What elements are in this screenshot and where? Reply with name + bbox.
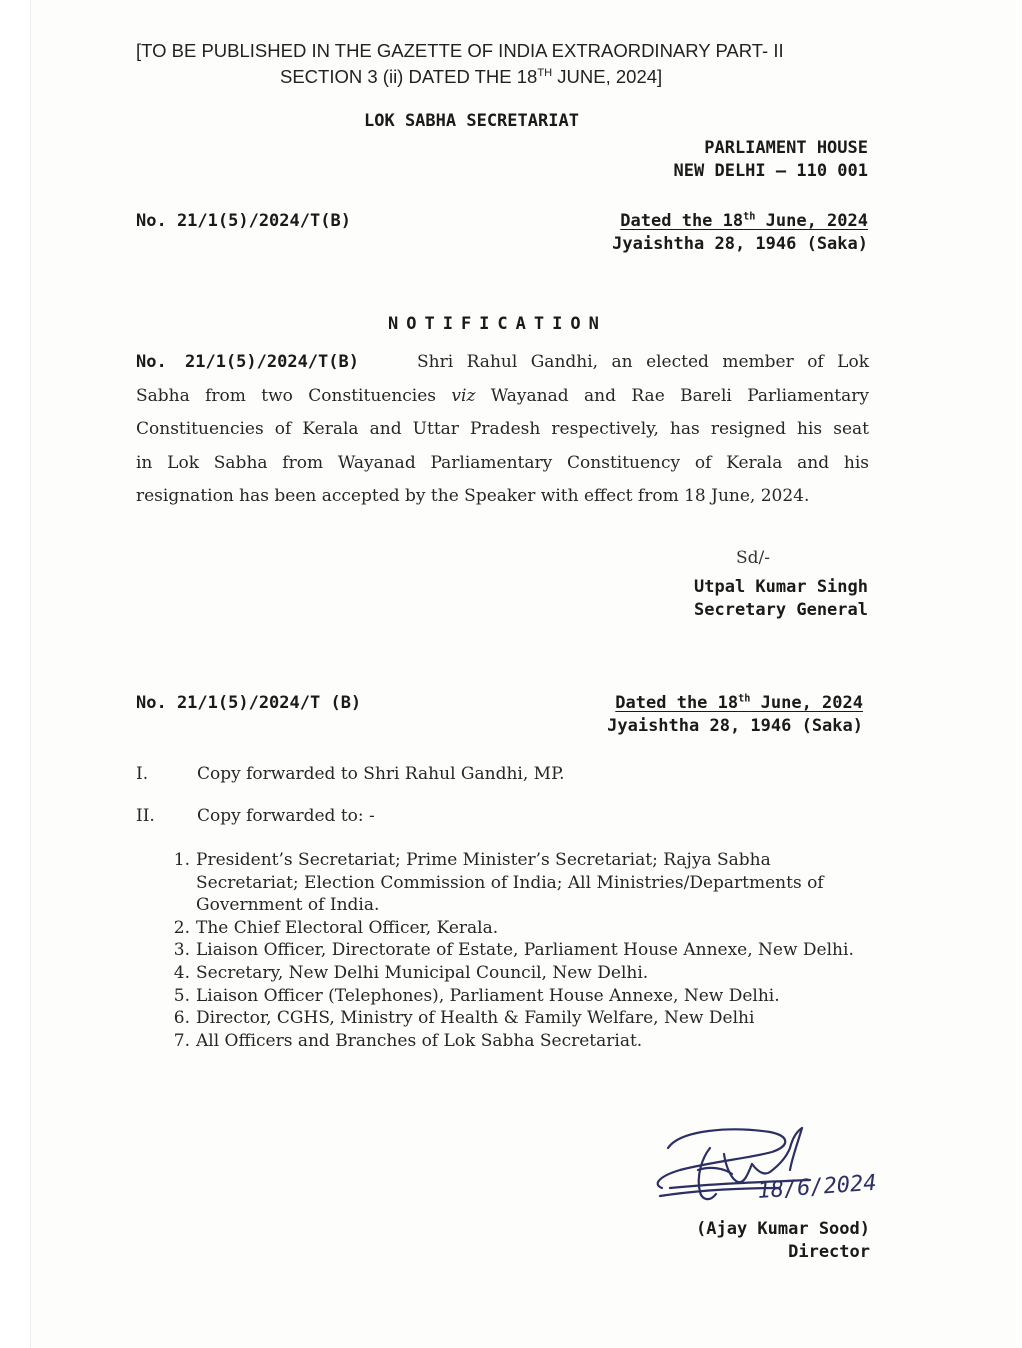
reference-date: Dated the 18th June, 2024 (620, 211, 868, 231)
signatory-name: Utpal Kumar Singh (694, 577, 868, 597)
gazette-header-line2: SECTION 3 (ii) DATED THE 18TH JUNE, 2024] (280, 66, 663, 87)
notification-number: No. 21/1(5)/2024/T(B) (136, 352, 359, 372)
copy-item-1-numeral: I. (136, 764, 149, 784)
copy-reference-date: Dated the 18th June, 2024 (615, 693, 863, 713)
handwritten-date: 18/6/2024 (756, 1170, 878, 1204)
handwritten-signature (640, 1118, 880, 1218)
copy-reference-saka-date: Jyaishtha 28, 1946 (Saka) (607, 716, 863, 736)
notification-body (136, 346, 869, 514)
notification-line-5: resignation has been accepted by the Speaker with effect from 18 June, 2024. (136, 486, 810, 507)
reference-saka-date: Jyaishtha 28, 1946 (Saka) (612, 234, 868, 254)
gazette-header-line1: [TO BE PUBLISHED IN THE GAZETTE OF INDIA EXTRAORDINARY PART- II (136, 40, 784, 61)
director-designation: Director (788, 1242, 870, 1262)
copy-item-2-text: Copy forwarded to: - (197, 806, 375, 826)
list-item: 5. Liaison Officer (Telephones), Parliament House Annexe, New Delhi. (173, 985, 780, 1006)
director-name: (Ajay Kumar Sood) (696, 1219, 870, 1239)
copy-item-2-numeral: II. (136, 806, 155, 826)
notification-line-3: Constituencies of Kerala and Uttar Pradesh respectively, has resigned his seat (136, 419, 869, 440)
copy-reference-number: No. 21/1(5)/2024/T (B) (136, 693, 362, 713)
signatory-designation: Secretary General (694, 600, 868, 620)
list-item: 6. Director, CGHS, Ministry of Health & Family Welfare, New Delhi (173, 1008, 755, 1029)
copy-item-1-text: Copy forwarded to Shri Rahul Gandhi, MP. (197, 764, 565, 784)
notification-line-4: in Lok Sabha from Wayanad Parliamentary Constituency of Kerala and his (136, 452, 869, 473)
reference-number: No. 21/1(5)/2024/T(B) (136, 211, 351, 231)
list-item: 3. Liaison Officer, Directorate of Estate, Parliament House Annexe, New Delhi. (173, 940, 854, 961)
list-item: 2. The Chief Electoral Officer, Kerala. (173, 917, 499, 938)
address-line1: PARLIAMENT HOUSE (704, 138, 868, 158)
list-item: 7. All Officers and Branches of Lok Sabha Secretariat. (173, 1030, 643, 1051)
notification-line-2: Sabha from two Constituencies viz Wayanad and Rae Bareli Parliamentary (136, 385, 869, 406)
notification-line-1: No. 21/1(5)/2024/T(B) Shri Rahul Gandhi, an elected member of Lok (136, 352, 870, 372)
secretariat-title: LOK SABHA SECRETARIAT (364, 111, 579, 131)
recipient-list (160, 849, 869, 1052)
address-line2: NEW DELHI – 110 001 (673, 161, 868, 181)
notification-title: NOTIFICATION (388, 314, 607, 334)
list-item: 1. President’s Secretariat; Prime Minister’s Secretariat; Rajya Sabha Secretariat; Election Commission of India; All Ministries/Departments of Government of India. (173, 850, 824, 916)
sd-mark: Sd/- (736, 548, 770, 568)
list-item: 4. Secretary, New Delhi Municipal Council, New Delhi. (173, 962, 649, 983)
